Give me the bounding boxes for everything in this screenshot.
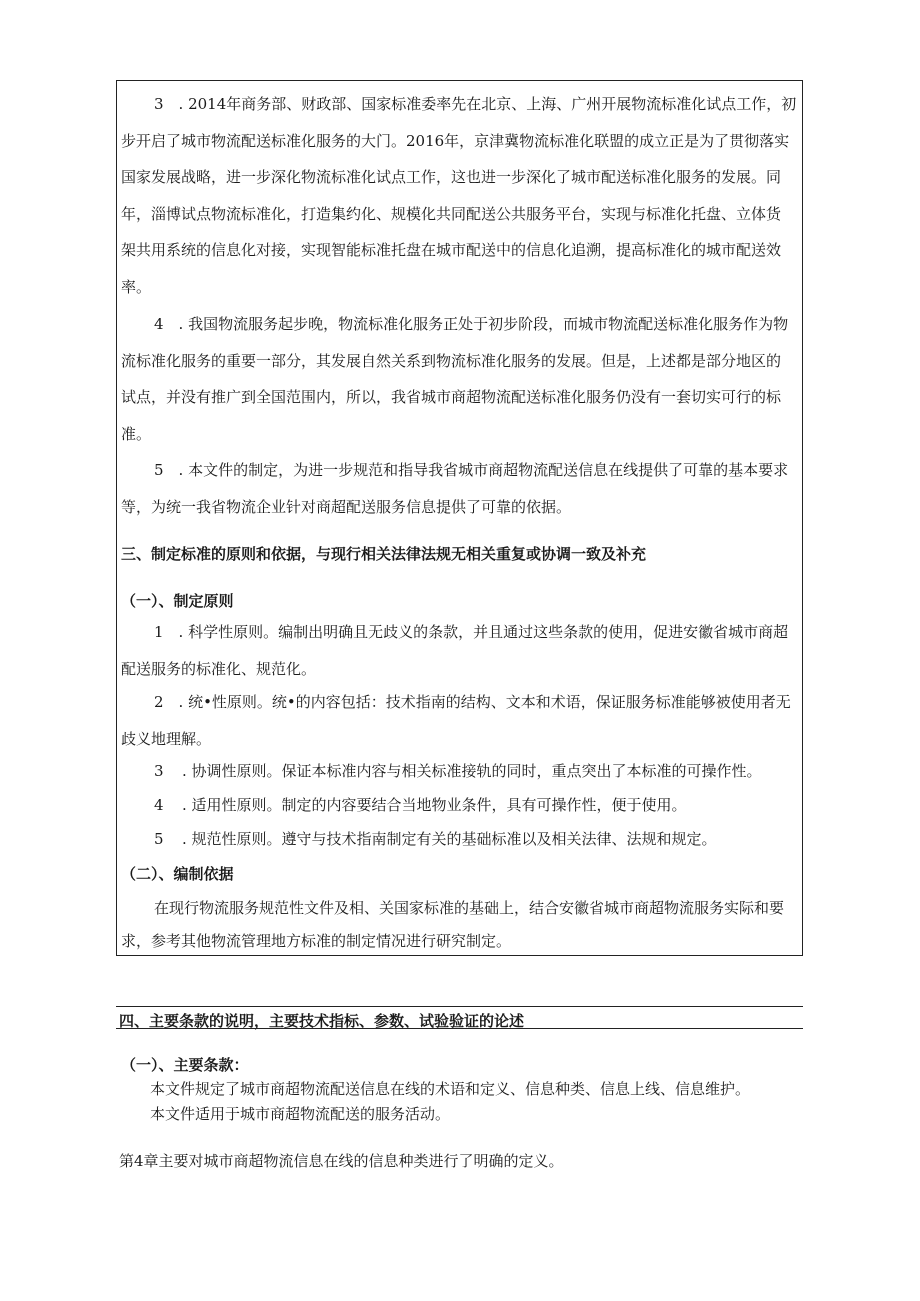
- principle-text: . 规范性原则。遵守与技术指南制定有关的基础标准以及相关法律、法规和规定。: [182, 830, 717, 848]
- text-line: 在现行物流服务规范性文件及相、关国家标准的基础上，结合安徽省城市商超物流服务实际和要: [154, 899, 785, 917]
- text-line: 年，淄博试点物流标准化，打造集约化、规模化共同配送公共服务平台，实现与标准化托盘、立体货: [121, 204, 782, 223]
- paragraph-4: [121, 306, 788, 452]
- principle-text: . 适用性原则。制定的内容要结合当地物业条件，具有可操作性，便于使用。: [182, 796, 687, 814]
- principle-5: [154, 828, 717, 849]
- text-line: 3 . 2014年商务部、财政部、国家标准委率先在北京、上海、广州开展物流标准化试点工作，初: [154, 95, 797, 113]
- divider-top: [116, 1006, 803, 1007]
- principle-number: 5: [154, 830, 164, 848]
- compilation-basis: [121, 892, 784, 958]
- principle-number: 3: [154, 762, 164, 780]
- principle-number: 4: [154, 796, 164, 814]
- principle-text: . 协调性原则。保证本标准内容与相关标准接轨的同时，重点突出了本标准的可操作性。: [182, 762, 762, 780]
- text-line: 率。: [121, 277, 152, 296]
- text-line: 流标准化服务的重要一部分，其发展自然关系到物流标准化服务的发展。但是，上述都是部分地区的: [121, 351, 782, 370]
- section-4-heading: 四、主要条款的说明，主要技术指标、参数、试验验证的论述: [119, 1012, 525, 1030]
- principle-1: [121, 614, 788, 687]
- text-line: 步开启了城市物流配送标准化服务的大门。2016年，京津冀物流标准化联盟的成立正是为了贯彻落实: [121, 131, 790, 150]
- principle-4: [154, 794, 687, 815]
- text-line: 试点，并没有推广到全国范围内，所以，我省城市商超物流配送标准化服务仍没有一套切实可行的标: [121, 388, 782, 406]
- section-4-subsection-heading: （一）、主要条款：: [121, 1056, 249, 1074]
- section-4-line-1: 本文件规定了城市商超物流配送信息在线的术语和定义、信息种类、信息上线、信息维护。: [150, 1080, 751, 1098]
- text-line: 架共用系统的信息化对接，实现智能标准托盘在城市配送中的信息化追溯，提高标准化的城市配送效: [121, 241, 782, 259]
- text-line: 准。: [121, 424, 152, 443]
- text-line: 2 . 统•性原则。统•的内容包括：技术指南的结构、文本和术语，保证服务标准能够被使用者无: [154, 693, 791, 711]
- paragraph-5: [121, 452, 788, 525]
- subsection-2-heading: （二）、编制依据: [121, 865, 234, 883]
- section-4-line-2: 本文件适用于城市商超物流配送的服务活动。: [150, 1105, 451, 1123]
- section-3-heading: 三、制定标准的原则和依据，与现行相关法律法规无相关重复或协调一致及补充: [121, 545, 647, 563]
- text-line: 求，参考其他物流管理地方标准的制定情况进行研究制定。: [121, 932, 512, 950]
- text-line: 歧义地理解。: [121, 729, 212, 748]
- text-line: 1 . 科学性原则。编制出明确且无歧义的条款，并且通过这些条款的使用，促进安徽省城市商超: [154, 623, 789, 641]
- text-line: 配送服务的标准化、规范化。: [121, 659, 317, 678]
- principle-3: [154, 760, 762, 781]
- text-line: 等，为统一我省物流企业针对商超配送服务信息提供了可靠的依据。: [121, 497, 572, 516]
- subsection-1-heading: （一）、制定原则: [121, 592, 234, 610]
- chapter-4-note: 第4章主要对城市商超物流信息在线的信息种类进行了明确的定义。: [119, 1152, 564, 1170]
- paragraph-3: [121, 86, 796, 305]
- principle-2: [121, 684, 791, 757]
- divider-bottom: [116, 1028, 803, 1029]
- text-line: 国家发展战略，进一步深化物流标准化试点工作，这也进一步深化了城市配送标准化服务的发展。同: [121, 168, 782, 186]
- text-line: 4 . 我国物流服务起步晚，物流标准化服务正处于初步阶段，而城市物流配送标准化服务作为物: [154, 315, 789, 333]
- text-line: 5 . 本文件的制定，为进一步规范和指导我省城市商超物流配送信息在线提供了可靠的基本要求: [154, 461, 789, 479]
